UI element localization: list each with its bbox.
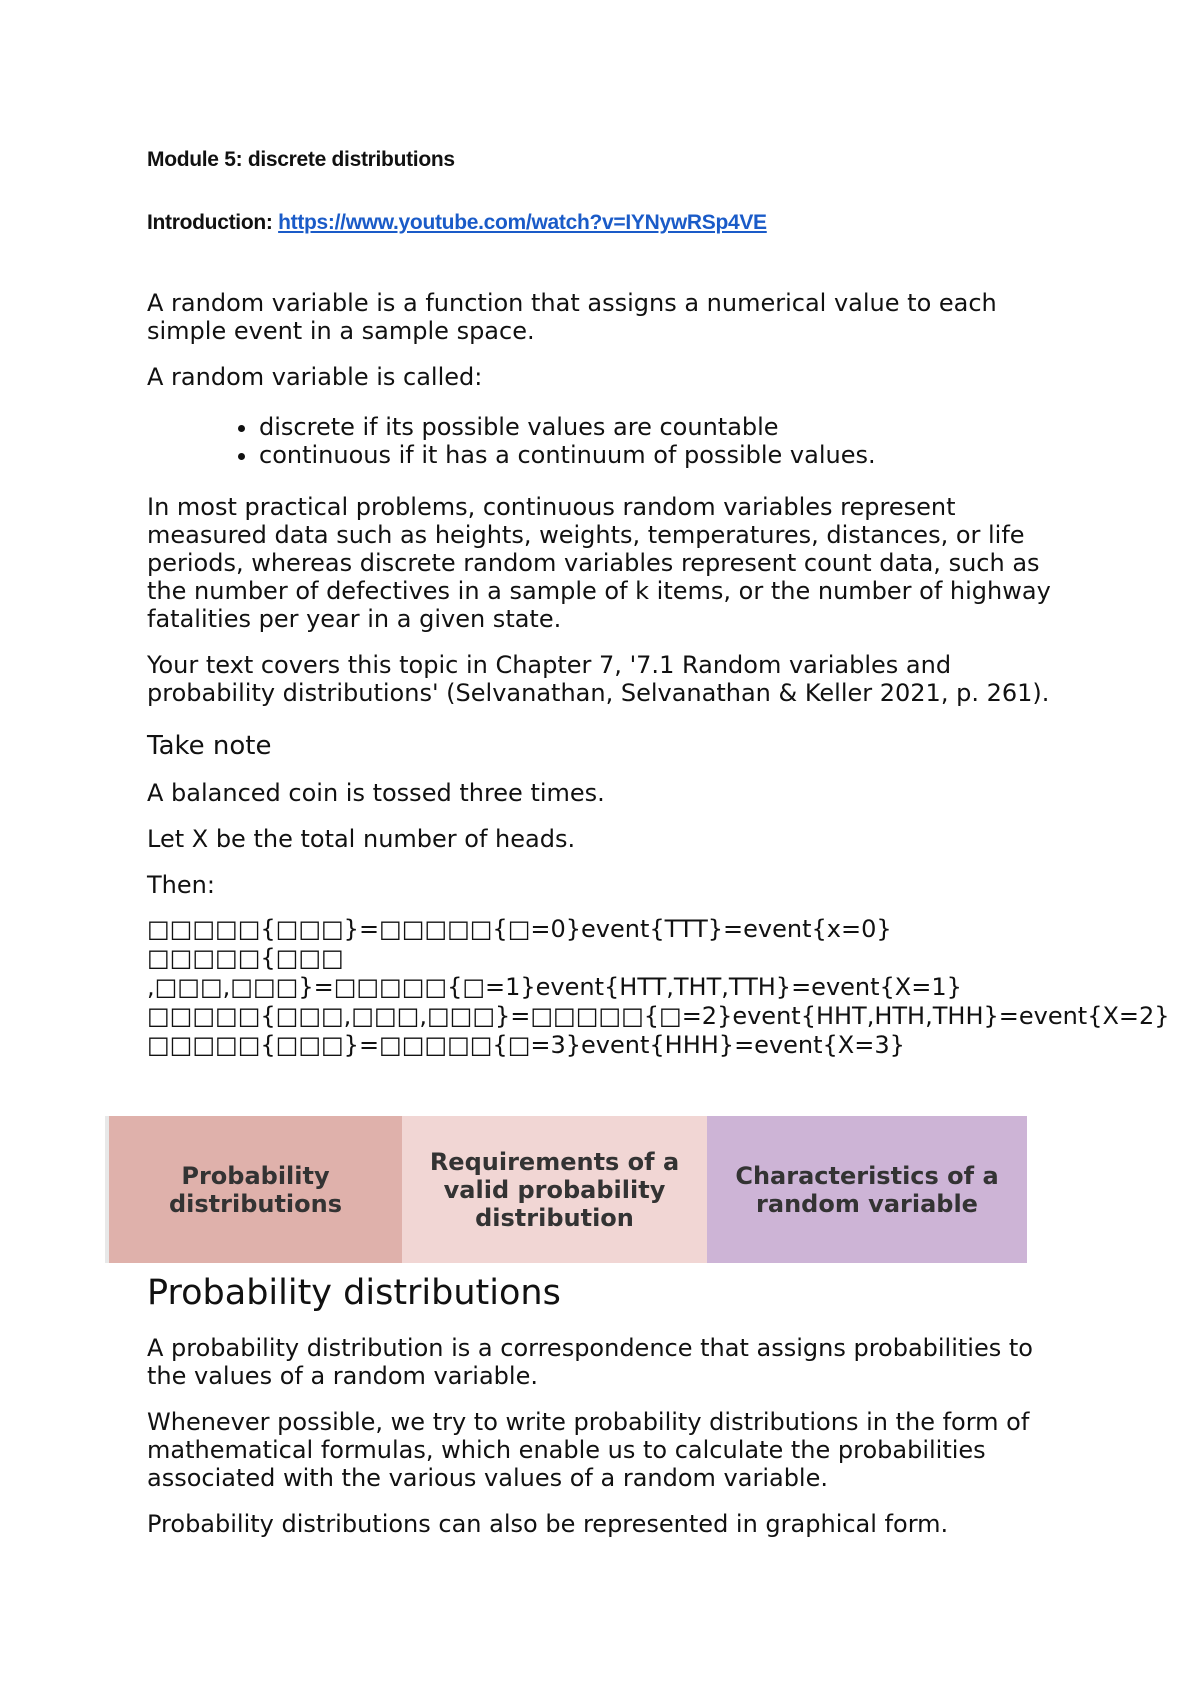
practical-problems-paragraph: In most practical problems, continuous random variables represent measured data such as heights, weights, temperatures, distances, or life periods, whereas discrete random variables represent count data, such as the number of defectives in a sample of k items, or the number of highway fatalities per year in a given state. bbox=[147, 493, 1051, 633]
section-heading: Probability distributions bbox=[147, 1273, 561, 1313]
let-x-sentence: Let X be the total number of heads. bbox=[147, 825, 576, 853]
introduction-video-link[interactable]: https://www.youtube.com/watch?v=IYNywRSp4VE bbox=[278, 211, 767, 234]
topic-navigation-tiles bbox=[105, 1116, 1027, 1263]
event-equation: □□□□□{□□□}=□□□□□{□=0}event{TTT}=event{x=0} bbox=[147, 915, 892, 943]
text-reference-paragraph: Your text covers this topic in Chapter 7, '7.1 Random variables and probability distributions' (Selvanathan, Selvanathan & Keller 2021, p. 261). bbox=[147, 651, 1050, 707]
event-equation: □□□□□{□□□ ,□□□,□□□}=□□□□□{□=1}event{HTT,THT,TTH}=event{X=1} bbox=[147, 944, 962, 1001]
document-body bbox=[147, 146, 1170, 1060]
list-item: • discrete if its possible values are countable bbox=[259, 413, 1077, 441]
tile-characteristics-random-variable[interactable] bbox=[707, 1116, 1027, 1263]
pd-formulas-paragraph: Whenever possible, we try to write probability distributions in the form of mathematical formulas, which enable us to calculate the probabilities associated with the various values of a random variable. bbox=[147, 1408, 1030, 1492]
take-note-heading: Take note bbox=[147, 731, 272, 761]
introduction-line bbox=[147, 209, 1077, 237]
then-label: Then: bbox=[147, 871, 215, 899]
list-item: • continuous if it has a continuum of possible values. bbox=[259, 441, 1077, 469]
tile-label: Probability distributions bbox=[168, 1161, 343, 1218]
tile-label: Requirements of a valid probability distribution bbox=[429, 1147, 680, 1232]
event-equation: □□□□□{□□□}=□□□□□{□=3}event{HHH}=event{X=3} bbox=[147, 1031, 905, 1059]
tile-label: Characteristics of a random variable bbox=[735, 1161, 999, 1218]
tile-probability-distributions[interactable] bbox=[105, 1116, 402, 1263]
pd-graphical-paragraph: Probability distributions can also be represented in graphical form. bbox=[147, 1510, 949, 1538]
tile-requirements-valid-distribution[interactable] bbox=[402, 1116, 707, 1263]
random-variable-types-list bbox=[147, 413, 1077, 469]
introduction-label: Introduction: bbox=[147, 211, 279, 234]
called-intro: A random variable is called: bbox=[147, 363, 483, 391]
probability-distributions-section bbox=[147, 1272, 1077, 1538]
module-title: Module 5: discrete distributions bbox=[147, 148, 455, 171]
event-equations bbox=[147, 915, 1170, 1060]
coin-toss-sentence: A balanced coin is tossed three times. bbox=[147, 779, 605, 807]
random-variable-definition: A random variable is a function that assigns a numerical value to each simple event in a sample space. bbox=[147, 289, 997, 345]
pd-definition-paragraph: A probability distribution is a correspondence that assigns probabilities to the values of a random variable. bbox=[147, 1334, 1033, 1390]
event-equation: □□□□□{□□□,□□□,□□□}=□□□□□{□=2}event{HHT,HTH,THH}=event{X=2} bbox=[147, 1002, 1170, 1030]
